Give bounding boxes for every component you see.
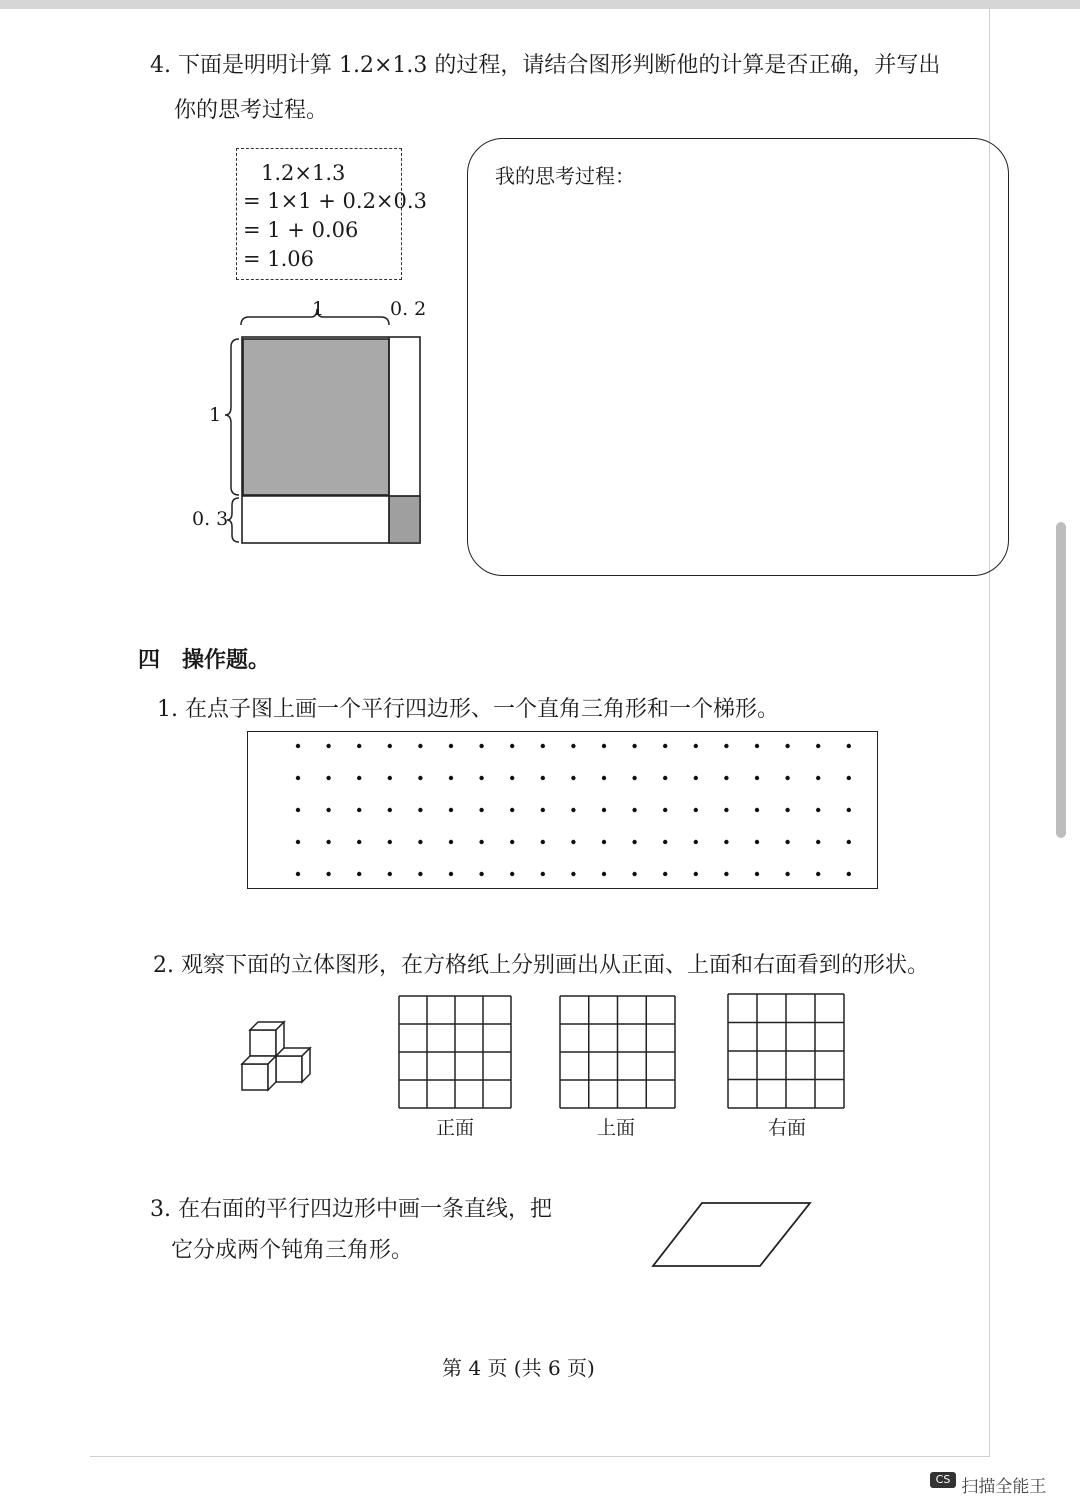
grid-dot [571, 808, 575, 812]
grid-dot [632, 872, 636, 876]
grid-dot [326, 840, 330, 844]
grid-dot [816, 840, 820, 844]
grid-dot [296, 872, 300, 876]
top-view-grid[interactable] [559, 995, 676, 1109]
grid-dot [755, 872, 759, 876]
grid-dot [541, 840, 545, 844]
grid-dot [388, 744, 392, 748]
grid-dot [388, 872, 392, 876]
calculation-box [236, 148, 427, 280]
grid-dot [296, 776, 300, 780]
calc-line-1: 1.2×1.3 [261, 161, 346, 185]
grid-dot [388, 840, 392, 844]
grid-dot [816, 808, 820, 812]
grid-dot [602, 808, 606, 812]
grid-dot [816, 744, 820, 748]
question-3-text: 3. 在右面的平行四边形中画一条直线，把 [150, 1197, 552, 1222]
dot-grid-area[interactable] [247, 731, 878, 889]
top-label-1: 1 [312, 298, 325, 320]
grid-dot [449, 776, 453, 780]
grid-dot [296, 744, 300, 748]
grid-dot [418, 872, 422, 876]
page-number: 第 4 页 (共 6 页) [442, 1356, 595, 1380]
grid-dot [479, 776, 483, 780]
grid-dot [755, 808, 759, 812]
grid-dot [571, 744, 575, 748]
grid-dot [326, 744, 330, 748]
grid-dot [602, 744, 606, 748]
thinking-process-box[interactable] [467, 138, 1009, 576]
right-view-grid[interactable] [727, 993, 845, 1109]
grid-dot [785, 776, 789, 780]
grid-dot [694, 776, 698, 780]
grid-dot [571, 840, 575, 844]
grid-dot [357, 776, 361, 780]
grid-dot [663, 808, 667, 812]
question-2-text: 2. 观察下面的立体图形，在方格纸上分别画出从正面、上面和右面看到的形状。 [153, 953, 929, 978]
grid-dot [663, 744, 667, 748]
grid-dot [479, 808, 483, 812]
grid-dot [388, 808, 392, 812]
left-label-1: 1 [209, 404, 222, 426]
top-view-label: 上面 [597, 1117, 636, 1139]
grid-dot [541, 808, 545, 812]
grid-dot [755, 744, 759, 748]
grid-dot [785, 744, 789, 748]
grid-dot [449, 808, 453, 812]
grid-dot [847, 840, 851, 844]
grid-dot [602, 776, 606, 780]
grid-dot [847, 808, 851, 812]
grid-dot [357, 872, 361, 876]
grid-dot [663, 872, 667, 876]
grid-dot [510, 808, 514, 812]
grid-dot [755, 776, 759, 780]
grid-dot [449, 840, 453, 844]
grid-dot [296, 808, 300, 812]
grid-dot [694, 808, 698, 812]
calc-line-4: = 1.06 [243, 247, 315, 271]
grid-dot [632, 744, 636, 748]
grid-dot [418, 808, 422, 812]
parallelogram-figure[interactable] [650, 1200, 815, 1270]
grid-dot [602, 872, 606, 876]
front-view-grid[interactable] [398, 995, 512, 1109]
calc-line-2: = 1×1 + 0.2×0.3 [243, 189, 427, 213]
grid-dot [326, 872, 330, 876]
grid-dot [785, 840, 789, 844]
grid-dot [357, 744, 361, 748]
grid-dot [632, 840, 636, 844]
question-3-text-cont: 它分成两个钝角三角形。 [171, 1238, 414, 1263]
grid-dot [571, 872, 575, 876]
grid-dot [541, 872, 545, 876]
question-1-text: 1. 在点子图上画一个平行四边形、一个直角三角形和一个梯形。 [157, 697, 779, 722]
grid-dot [694, 744, 698, 748]
grid-dot [663, 776, 667, 780]
grid-dot [663, 840, 667, 844]
grid-dot [357, 808, 361, 812]
grid-dot [847, 744, 851, 748]
left-label-0-3: 0. 3 [192, 508, 229, 530]
grid-dot [571, 776, 575, 780]
grid-dot [541, 744, 545, 748]
scanner-name: 扫描全能王 [961, 1477, 1047, 1497]
grid-dot [510, 776, 514, 780]
grid-dot [541, 776, 545, 780]
grid-dot [418, 744, 422, 748]
grid-dot [632, 808, 636, 812]
grid-dot [785, 872, 789, 876]
grid-dot [510, 744, 514, 748]
grid-dot [816, 776, 820, 780]
grid-dot [449, 744, 453, 748]
grid-dot [326, 776, 330, 780]
grid-dot [479, 840, 483, 844]
grid-dot [357, 840, 361, 844]
top-label-0-2: 0. 2 [390, 298, 427, 320]
question-4-text: 4. 下面是明明计算 1.2×1.3 的过程，请结合图形判断他的计算是否正确，并写出 [150, 53, 941, 78]
grid-dot [418, 840, 422, 844]
grid-dot [694, 872, 698, 876]
grid-dot [602, 840, 606, 844]
calc-line-3: = 1 + 0.06 [243, 218, 359, 242]
grid-dot [510, 840, 514, 844]
scrollbar-thumb[interactable] [1056, 522, 1066, 838]
top-bar [0, 0, 1080, 9]
front-view-label: 正面 [436, 1117, 475, 1139]
grid-dot [724, 872, 728, 876]
page-bottom-divider [90, 1456, 990, 1457]
grid-dot [816, 872, 820, 876]
grid-dot [479, 744, 483, 748]
grid-dot [296, 840, 300, 844]
grid-dot [632, 776, 636, 780]
grid-dot [724, 840, 728, 844]
grid-dot [847, 776, 851, 780]
grid-dot [479, 872, 483, 876]
grid-dot [510, 872, 514, 876]
dot-grid [248, 732, 877, 888]
grid-dot [724, 776, 728, 780]
scanner-watermark [930, 1472, 1046, 1497]
grid-dot [449, 872, 453, 876]
scanner-logo: CS [930, 1472, 956, 1488]
grid-dot [418, 776, 422, 780]
cube-figure [238, 1018, 314, 1094]
grid-dot [785, 808, 789, 812]
grid-dot [724, 808, 728, 812]
grid-dot [755, 840, 759, 844]
grid-dot [326, 808, 330, 812]
right-view-label: 右面 [768, 1117, 807, 1139]
thinking-label: 我的思考过程： [495, 164, 635, 188]
grid-dot [847, 872, 851, 876]
grid-dot [388, 776, 392, 780]
question-4-text-cont: 你的思考过程。 [174, 98, 329, 123]
grid-dot [694, 840, 698, 844]
grid-dot [724, 744, 728, 748]
section-title: 四 操作题。 [138, 648, 271, 673]
